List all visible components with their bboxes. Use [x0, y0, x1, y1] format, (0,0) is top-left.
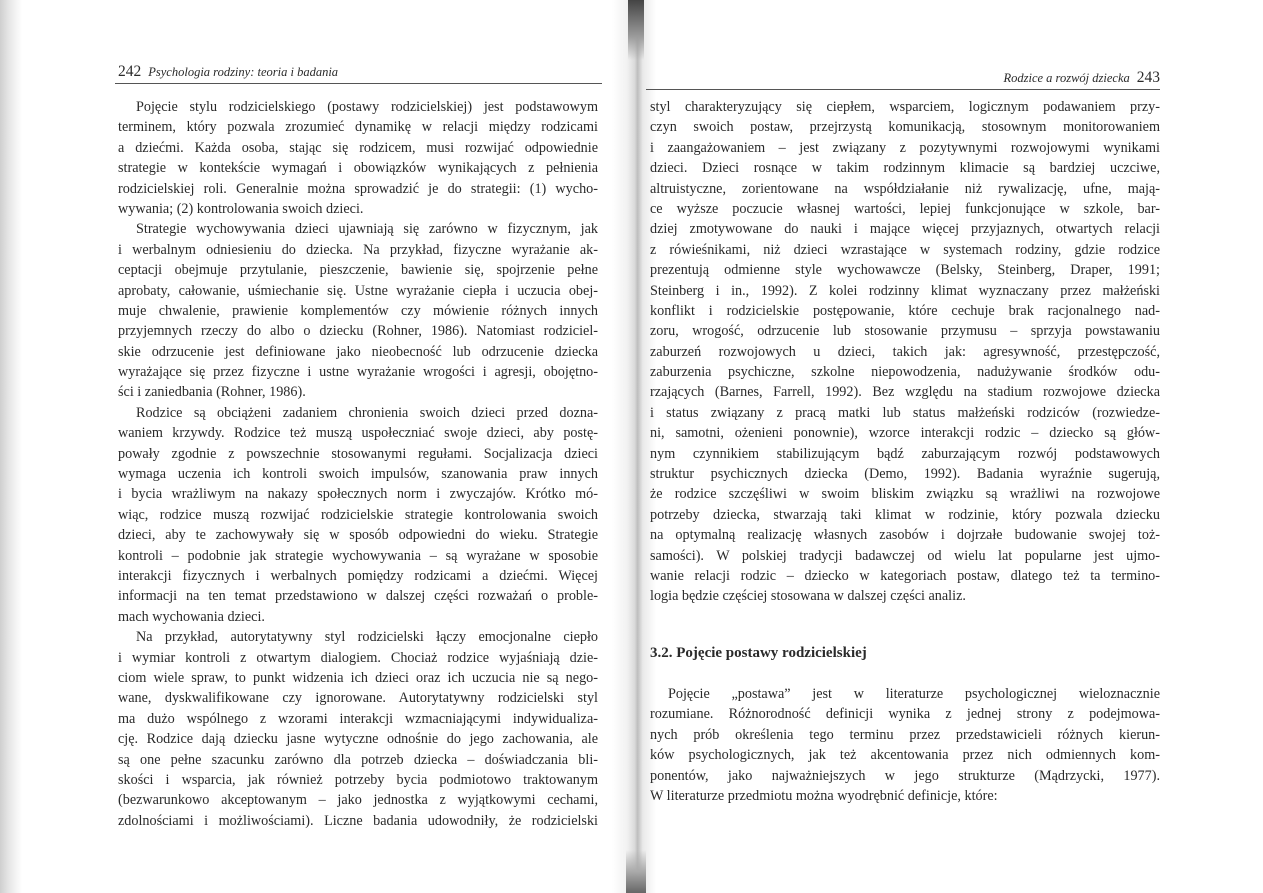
text-line: wanie relacji rodzic – dziecko w kategoriach postaw, dlatego też ta termino- [650, 567, 1160, 584]
text-line: wiąc, rodzice muszą rozwijać rodzicielskie strategie kontrolowania swoich [118, 506, 598, 523]
text-line: cję. Rodzice dają dziecku jasne wytyczne odnośnie do jego zachowania, ale [118, 731, 598, 748]
text-line: ma dużo wspólnego z wzorami interakcji wzmacniającymi indywidualiza- [118, 710, 598, 727]
text-line: kontroli – podobnie jak strategie wychowywania – są wyrażane w sposobie [118, 547, 598, 564]
text-line: struktur psychicznych dziecka (Demo, 1992). Badania wyraźnie sugerują, [650, 466, 1160, 483]
text-line: (bezwarunkowo akceptowanym – jako jednostka z wyjątkowymi cechami, [118, 792, 598, 809]
left-header-rule [115, 83, 602, 84]
section-heading: 3.2. Pojęcie postawy rodzicielskiej [650, 645, 867, 661]
text-line: ceptacji obejmuje przytulanie, pieszczenie, bawienie się, spojrzenie pełne [118, 262, 598, 279]
book-spine-bottom [626, 850, 646, 893]
text-line: na optymalną realizację własnych zasobów i dojrzałe budowanie swojej toż- [650, 527, 1160, 544]
text-line: aprobaty, całowanie, uśmiechanie się. Ustne wyrażanie ciepła i uczucia obej- [118, 282, 598, 299]
text-line: nych prób określenia tego terminu przez przedstawicieli różnych kierun- [650, 726, 1160, 743]
text-line: czyn swoich postaw, przejrzystą komunikacją, stosownym monitorowaniem [650, 119, 1160, 136]
text-line: ciom wiele spraw, to punkt widzenia ich dzieci oraz ich uczucia nie są nego- [118, 669, 598, 686]
paragraph [650, 684, 1160, 806]
text-line: terminem, który pozwala zrozumieć dynamikę w relacji między rodzicami [118, 119, 598, 136]
text-line: przyjemnych rzeczy do albo o dziecku (Rohner, 1986). Natomiast rodziciel- [118, 323, 598, 340]
right-section-body [650, 684, 1160, 806]
text-line: rodzicielskiej roli. Generalnie można sprowadzić je do strategii: (1) wycho- [118, 180, 598, 197]
text-line: że rodzice szczęśliwi w swoim bliskim związku są wrażliwi na rozwojowe [650, 486, 1160, 503]
text-line: ków psychologicznych, jak też akcentowania przez nich odmiennych kom- [650, 747, 1160, 764]
text-line: logia będzie częściej stosowana w dalszej części analiz. [650, 588, 966, 605]
paragraph [118, 219, 598, 403]
text-line: konflikt i rodzicielskie postępowanie, które cechuje brak racjonalnego nad- [650, 302, 1160, 319]
text-line: Pojęcie stylu rodzicielskiego (postawy rodzicielskiej) jest podstawowym [136, 99, 598, 115]
text-line: z rówieśnikami, niż dzieci wzrastające w systemach rodziny, gdzie rodzice [650, 241, 1160, 258]
text-line: interakcji fizycznych i werbalnych pomiędzy rodzicami a dziećmi. Więcej [118, 567, 598, 584]
text-line: W literaturze przedmiotu można wyodrębnić definicje, które: [650, 787, 998, 804]
text-line: wywania; (2) kontrolowania swoich dzieci. [118, 200, 364, 217]
right-page-number: 243 [1136, 69, 1160, 86]
left-page-number: 242 [118, 63, 142, 80]
text-line: zdolnościami i możliwościami). Liczne badania udowodniły, że rodzicielski [118, 812, 598, 829]
text-line: skie odrzucenie jest definiowane jako nieobecność lub odrzucenie dziecka [118, 343, 598, 360]
text-line: wyrażające się przez fizyczne i ustne wyrażanie wrogości i agresji, obojętno- [118, 364, 598, 381]
text-line: altruistyczne, zorientowane na współdziałanie niż rywalizację, ufne, mają- [650, 180, 1160, 197]
scan-left-edge-shadow [0, 0, 22, 893]
text-line: Rodzice są obciążeni zadaniem chronienia swoich dzieci przed dozna- [136, 404, 598, 421]
text-line: ni, samotni, ożenieni ponownie), wzorce interakcji rodzic – dziecko są głów- [650, 425, 1160, 442]
text-line: i wymiar kontroli z otwartym dialogiem. Chociaż rodzice wyjaśniają dzie- [118, 649, 598, 666]
text-line: styl charakteryzujący się ciepłem, wsparciem, logicznym podawaniem przy- [650, 99, 1160, 115]
text-line: Na przykład, autorytatywny styl rodzicielski łączy emocjonalne ciepło [136, 629, 598, 646]
text-line: informacji na ten temat przedstawiono w dalszej części rozważań o proble- [118, 588, 598, 605]
left-page-header [118, 63, 338, 81]
text-line: zoru, wrogość, odrzucenie lub stosowanie przymusu – sprzyja powstawaniu [650, 323, 1160, 340]
text-line: i werbalnym odniesieniu do dziecka. Na przykład, fizyczne wyrażanie ak- [118, 241, 598, 258]
paragraph [118, 403, 598, 627]
text-line: a dziećmi. Każda osoba, stając się rodzicem, musi rozwijać odpowiednie [118, 139, 598, 156]
text-line: i status związany z pracą matki lub status małżeński rodziców (rozwiedze- [650, 404, 1160, 421]
book-spine-top [628, 0, 644, 60]
paragraph [118, 97, 598, 219]
text-line: są one pełne szacunku zarówno dla potrzeb dziecka – doświadczania bli- [118, 751, 598, 768]
text-line: ce wyższe poczucie własnej wartości, lepiej funkcjonujące w szkole, bar- [650, 200, 1160, 217]
text-line: wymaga uczenia ich kontroli swoich impulsów, szanowania praw innych [118, 466, 598, 483]
paragraph [118, 627, 598, 831]
text-line: dzieci. Dzieci rosnące w takim rodzinnym klimacie są bardziej uczciwe, [650, 160, 1160, 177]
text-line: waniem krzywdy. Rodzice też muszą uspołeczniać swoje dzieci, aby postę- [118, 425, 598, 442]
text-line: i zaangażowaniem – jest związany z pozytywnymi rozwojowymi wynikami [650, 139, 1160, 156]
text-line: dziej zmotywowane do nauki i mające więcej przyjaznych, otwartych relacji [650, 221, 1160, 238]
text-line: dzieci, aby te zachowywały się w sposób odpowiedni do wieku. Strategie [118, 527, 598, 544]
text-line: ponentów, jako najważniejszych w jego strukturze (Mądrzycki, 1977). [650, 767, 1160, 784]
text-line: muje chwalenie, prawienie komplementów czy mówienie różnych innych [118, 302, 598, 319]
right-page-body [650, 97, 1160, 607]
text-line: i bycia wrażliwym na nakazy społecznych norm i zwyczajów. Krótko mó- [118, 486, 598, 503]
right-page-header [1003, 69, 1160, 87]
text-line: zaburzenia psychiczne, szkolne niepowodzenia, nadużywanie środków odu- [650, 364, 1160, 381]
text-line: strategie w kontekście wymagań i obowiązków wynikających z pełnienia [118, 160, 598, 177]
text-line: zaburzeń rozwojowych u dzieci, takich jak: agresywność, przestępczość, [650, 343, 1160, 360]
text-line: potrzeby dziecka, stwarzają taki klimat w rodzinie, który pozwala dziecku [650, 506, 1160, 523]
right-running-title: Rodzice a rozwój dziecka [1003, 71, 1130, 85]
text-line: rozumiane. Różnorodność definicji wynika z jednej strony z podejmowa- [650, 706, 1160, 723]
text-line: Pojęcie „postawa” jest w literaturze psychologicznej wieloznacznie [668, 686, 1160, 702]
text-line: powały zgodnie z powszechnie stosowanymi regułami. Socjalizacja dzieci [118, 445, 598, 462]
text-line: wane, dyskwalifikowane czy ignorowane. Autorytatywny rodzicielski styl [118, 690, 598, 707]
right-header-rule [646, 89, 1160, 90]
left-page-body [118, 97, 598, 831]
paragraph [650, 97, 1160, 607]
text-line: skości i wsparcia, jak również potrzeby bycia podmiotowo traktowanym [118, 771, 598, 788]
text-line: Steinberg i in., 1992). Z kolei rodzinny klimat wyznaczany przez małżeński [650, 282, 1160, 299]
text-line: ści i zaniedbania (Rohner, 1986). [118, 384, 306, 401]
left-running-title: Psychologia rodziny: teoria i badania [148, 65, 339, 79]
text-line: mach wychowania dzieci. [118, 608, 265, 625]
text-line: prezentują odmienne style wychowawcze (Belsky, Steinberg, Draper, 1991; [650, 262, 1160, 279]
text-line: rzających (Barnes, Farrell, 1992). Bez względu na stadium rozwojowe dziecka [650, 384, 1160, 401]
text-line: samości). W polskiej tradycji badawczej od wielu lat popularne jest ujmo- [650, 547, 1160, 564]
text-line: nym czynnikiem stabilizującym bądź zaburzającym rozwój podstawowych [650, 445, 1160, 462]
text-line: Strategie wychowywania dzieci ujawniają się zarówno w fizycznym, jak [136, 221, 598, 238]
